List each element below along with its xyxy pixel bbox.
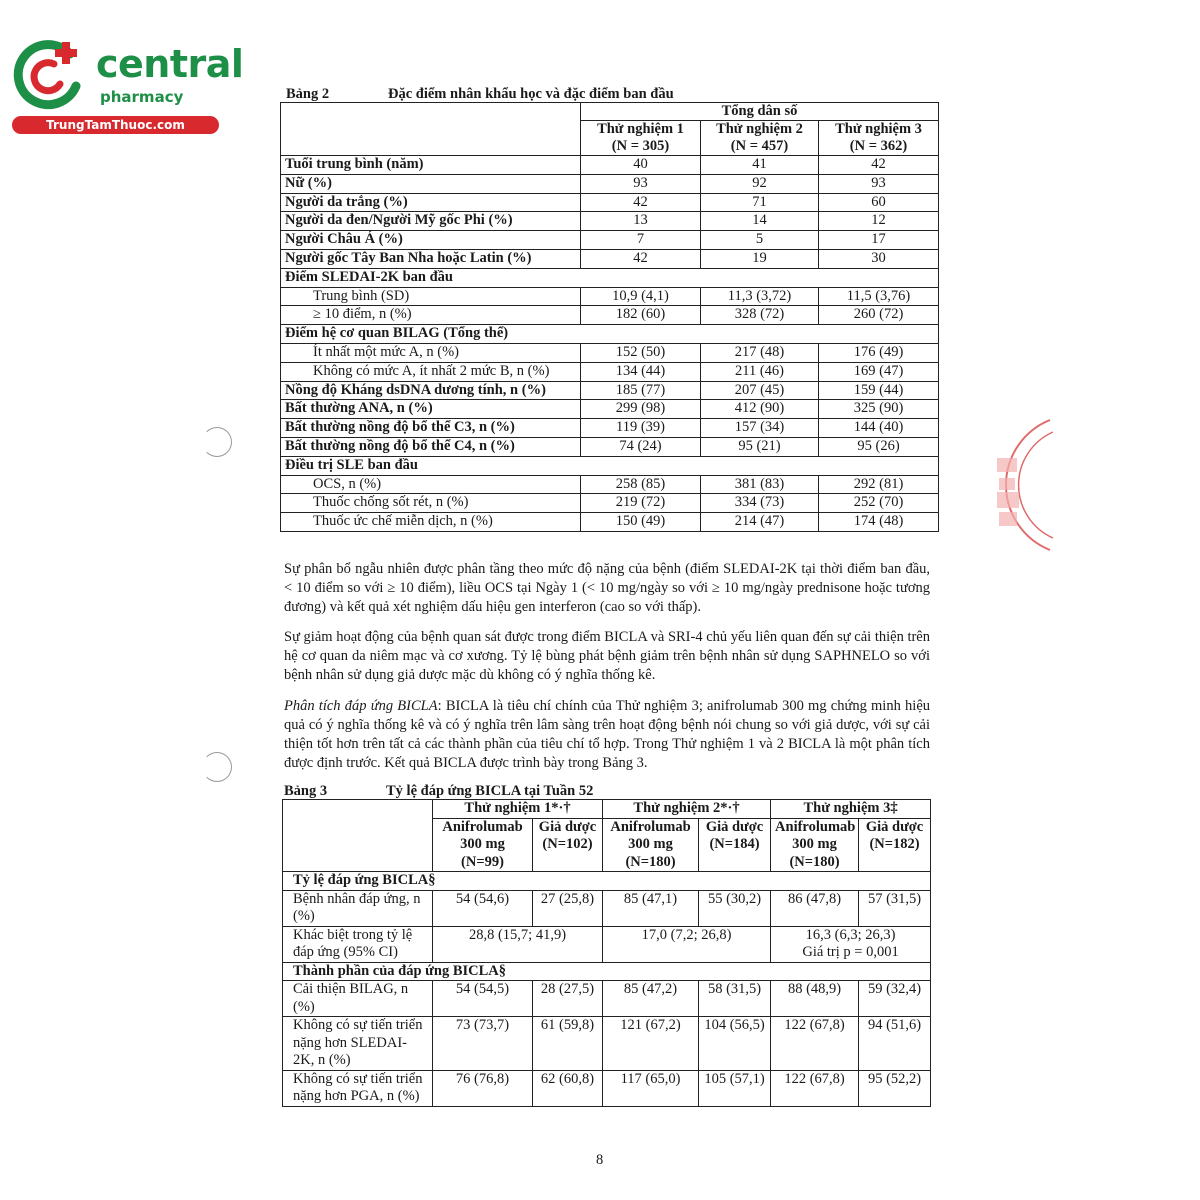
table2-cell: 150 (49) (581, 513, 701, 532)
table2-label: Bảng 2 (286, 86, 330, 102)
table2-col-header: Thử nghiệm 2 (N = 457) (701, 121, 819, 156)
table3-cell: 57 (31,5) (859, 890, 931, 926)
table2-cell: 325 (90) (819, 400, 939, 419)
table2-cell: 60 (819, 193, 939, 212)
table2-corner (281, 103, 581, 156)
table2-cell: 95 (26) (819, 437, 939, 456)
table2-title: Đặc điểm nhân khẩu học và đặc điểm ban đầu (388, 86, 674, 102)
table2-row (281, 343, 939, 362)
table3-cell: 122 (67,8) (771, 1070, 859, 1106)
table3-placebo-header: Giả dược (N=182) (859, 818, 931, 872)
table3-row (283, 890, 931, 926)
table2-row (281, 456, 939, 475)
table2-row-label: Không có mức A, ít nhất 2 mức B, n (%) (281, 362, 581, 381)
table3-cell: 105 (57,1) (699, 1070, 771, 1106)
table2-row-label: Bất thường nồng độ bổ thể C3, n (%) (281, 419, 581, 438)
table2-cell: 30 (819, 249, 939, 268)
table2-row (281, 400, 939, 419)
table3-corner (283, 800, 433, 872)
table2-row (281, 494, 939, 513)
table2-cell: 12 (819, 212, 939, 231)
table2-row (281, 325, 939, 344)
table3-diff-cell (603, 926, 771, 962)
table2-row-label: Tuổi trung bình (năm) (281, 156, 581, 175)
table3-diff-value: 17,0 (7,2; 26,8) (641, 926, 732, 943)
table-3 (282, 799, 931, 1107)
table2-row-label: Ít nhất một mức A, n (%) (281, 343, 581, 362)
table3-cell: 85 (47,2) (603, 981, 699, 1017)
table2-cell: 71 (701, 193, 819, 212)
table2-cell: 11,3 (3,72) (701, 287, 819, 306)
table2-row-label: Người gốc Tây Ban Nha hoặc Latin (%) (281, 249, 581, 268)
table3-placebo-header: Giả dược (N=184) (699, 818, 771, 872)
table2-row (281, 249, 939, 268)
table3-row-label: Khác biệt trong tỷ lệ đáp ứng (95% CI) (283, 926, 433, 962)
table3-placebo-header: Giả dược (N=102) (533, 818, 603, 872)
table2-row-label: ≥ 10 điểm, n (%) (281, 306, 581, 325)
table3-trial-header: Thử nghiệm 2*·† (603, 800, 771, 819)
table2-cell: 157 (34) (701, 419, 819, 438)
table3-section-label: Tỷ lệ đáp ứng BICLA§ (283, 872, 931, 891)
page-number: 8 (596, 1152, 604, 1168)
table3-cell: 73 (73,7) (433, 1017, 533, 1071)
table2-cell: 159 (44) (819, 381, 939, 400)
table2-cell: 152 (50) (581, 343, 701, 362)
paragraph-disease-activity: Sự giảm hoạt động của bệnh quan sát được trong điểm BICLA và SRI-4 chủ yếu liên quan đến sự cải thiện trên hệ cơ quan da niêm mạc và cơ xương. Tỷ lệ bùng phát bệnh giảm trên bệnh nhân sử dụng SAPHNELO so với bệnh nhân sử dụng giả dược mặc dù không có ý nghĩa thống kê. (284, 629, 930, 683)
table3-row (283, 1017, 931, 1071)
table2-row-label: Điểm hệ cơ quan BILAG (Tổng thể) (281, 325, 939, 344)
table2-row-label: Thuốc chống sốt rét, n (%) (281, 494, 581, 513)
table2-row (281, 287, 939, 306)
table2-cell: 93 (819, 174, 939, 193)
table2-cell: 182 (60) (581, 306, 701, 325)
table2-cell: 119 (39) (581, 419, 701, 438)
table2-cell: 13 (581, 212, 701, 231)
table2-cell: 185 (77) (581, 381, 701, 400)
table3-section-row (283, 872, 931, 891)
table-2 (280, 102, 939, 532)
table2-row (281, 513, 939, 532)
table3-cell: 122 (67,8) (771, 1017, 859, 1071)
table2-row-label: Trung bình (SD) (281, 287, 581, 306)
table2-row-label: Bất thường ANA, n (%) (281, 400, 581, 419)
table2-cell: 93 (581, 174, 701, 193)
table2-cell: 381 (83) (701, 475, 819, 494)
brand-url[interactable]: TrungTamThuoc.com (12, 116, 219, 134)
table3-section-row (283, 962, 931, 981)
brand-sub: pharmacy (100, 88, 184, 106)
table3-cell: 121 (67,2) (603, 1017, 699, 1071)
table3-drug-header: Anifrolumab 300 mg (N=180) (771, 818, 859, 872)
table3-cell: 59 (32,4) (859, 981, 931, 1017)
table3-cell: 94 (51,6) (859, 1017, 931, 1071)
table2-cell: 19 (701, 249, 819, 268)
table3-drug-header: Anifrolumab 300 mg (N=99) (433, 818, 533, 872)
table3-cell: 27 (25,8) (533, 890, 603, 926)
table3-drug-header: Anifrolumab 300 mg (N=180) (603, 818, 699, 872)
table2-row (281, 362, 939, 381)
table3-cell: 61 (59,8) (533, 1017, 603, 1071)
table3-cell: 28 (27,5) (533, 981, 603, 1017)
table3-row (283, 926, 931, 962)
table2-cell: 144 (40) (819, 419, 939, 438)
table2-row (281, 156, 939, 175)
stamp-mark (975, 410, 1055, 560)
table2-cell: 176 (49) (819, 343, 939, 362)
table3-diff-cell (771, 926, 931, 962)
table2-row-label: Người da trắng (%) (281, 193, 581, 212)
table2-cell: 42 (819, 156, 939, 175)
table3-cell: 76 (76,8) (433, 1070, 533, 1106)
table3-trial-header: Thử nghiệm 3‡ (771, 800, 931, 819)
table3-cell: 117 (65,0) (603, 1070, 699, 1106)
table2-cell: 41 (701, 156, 819, 175)
table2-row-label: Bất thường nồng độ bổ thể C4, n (%) (281, 437, 581, 456)
table2-cell: 42 (581, 193, 701, 212)
table2-cell: 211 (46) (701, 362, 819, 381)
table2-cell: 334 (73) (701, 494, 819, 513)
table3-trial-header: Thử nghiệm 1*·† (433, 800, 603, 819)
table2-cell: 299 (98) (581, 400, 701, 419)
table2-cell: 5 (701, 231, 819, 250)
table2-cell: 95 (21) (701, 437, 819, 456)
table2-row-label: Nồng độ Kháng dsDNA dương tính, n (%) (281, 381, 581, 400)
table3-cell: 88 (48,9) (771, 981, 859, 1017)
table2-row (281, 174, 939, 193)
table2-row-label: Người da đen/Người Mỹ gốc Phi (%) (281, 212, 581, 231)
bicla-text: : BICLA là tiêu chí chính của Thử nghiệm 3; anifrolumab 300 mg chứng minh hiệu quả có ý nghĩa thống kê và có ý nghĩa trên lâm sàng trên hoạt động bệnh nói chung so với giả dược, với sự cải thiện tốt hơn trên tất cả các thành phần của tiêu chí tổ hợp. Trong Thử nghiệm 1 và 2 BICLA là một phân tích được định trước. Kết quả BICLA được trình bày trong Bảng 3. (284, 698, 930, 771)
table2-row-label: Thuốc ức chế miễn dịch, n (%) (281, 513, 581, 532)
punch-hole (202, 752, 232, 782)
table2-cell: 7 (581, 231, 701, 250)
table2-cell: 214 (47) (701, 513, 819, 532)
table2-cell: 11,5 (3,76) (819, 287, 939, 306)
table2-cell: 412 (90) (701, 400, 819, 419)
table2-row (281, 475, 939, 494)
punch-hole (202, 427, 232, 457)
table2-cell: 258 (85) (581, 475, 701, 494)
table2-cell: 260 (72) (819, 306, 939, 325)
table3-row-label: Bệnh nhân đáp ứng, n (%) (283, 890, 433, 926)
paragraph-stratification: Sự phân bổ ngẫu nhiên được phân tầng theo mức độ nặng của bệnh (điểm SLEDAI-2K tại thời điểm ban đầu, < 10 điểm so với ≥ 10 điểm), liều OCS tại Ngày 1 (< 10 mg/ngày so với ≥ 10 mg/ngày prednisone hoặc tương đương) và kết quả xét nghiệm dấu hiệu gen interferon (cao so với thấp). (284, 561, 930, 615)
table3-row-label: Cải thiện BILAG, n (%) (283, 981, 433, 1017)
table2-cell: 40 (581, 156, 701, 175)
table3-section-label: Thành phần của đáp ứng BICLA§ (283, 962, 931, 981)
table2-cell: 217 (48) (701, 343, 819, 362)
bicla-lead: Phân tích đáp ứng BICLA (284, 698, 438, 714)
table3-title: Tỷ lệ đáp ứng BICLA tại Tuần 52 (386, 783, 594, 799)
table2-row-label: Người Châu Á (%) (281, 231, 581, 250)
table3-cell: 55 (30,2) (699, 890, 771, 926)
table2-cell: 42 (581, 249, 701, 268)
table3-row (283, 981, 931, 1017)
table3-cell: 54 (54,6) (433, 890, 533, 926)
table3-cell: 95 (52,2) (859, 1070, 931, 1106)
table2-row (281, 419, 939, 438)
table3-cell: 62 (60,8) (533, 1070, 603, 1106)
table2-row (281, 268, 939, 287)
table2-row (281, 212, 939, 231)
pharmacy-logo-icon (10, 40, 90, 110)
table2-cell: 169 (47) (819, 362, 939, 381)
table2-cell: 10,9 (4,1) (581, 287, 701, 306)
central-pharmacy-logo[interactable] (10, 36, 244, 136)
table2-row-label: OCS, n (%) (281, 475, 581, 494)
table2-row-label: Điểm SLEDAI-2K ban đầu (281, 268, 939, 287)
table3-cell: 54 (54,5) (433, 981, 533, 1017)
table2-cell: 252 (70) (819, 494, 939, 513)
paragraph-bicla-analysis (284, 697, 930, 773)
table3-diff-cell (433, 926, 603, 962)
table2-row (281, 381, 939, 400)
table3-diff-value: 28,8 (15,7; 41,9) (468, 926, 567, 943)
table2-cell: 219 (72) (581, 494, 701, 513)
table2-col-header: Thử nghiệm 3 (N = 362) (819, 121, 939, 156)
table2-cell: 14 (701, 212, 819, 231)
table3-cell: 86 (47,8) (771, 890, 859, 926)
table2-cell: 292 (81) (819, 475, 939, 494)
table3-cell: 58 (31,5) (699, 981, 771, 1017)
table2-row (281, 231, 939, 250)
brand-name: central (96, 42, 244, 86)
table3-cell: 104 (56,5) (699, 1017, 771, 1071)
table3-cell: 85 (47,1) (603, 890, 699, 926)
table2-cell: 134 (44) (581, 362, 701, 381)
table2-cell: 92 (701, 174, 819, 193)
table2-row (281, 306, 939, 325)
table2-cell: 74 (24) (581, 437, 701, 456)
table3-diff-value: 16,3 (6,3; 26,3) (805, 926, 896, 943)
table3-row-label: Không có sự tiến triển nặng hơn SLEDAI-2K, n (%) (283, 1017, 433, 1071)
table2-cell: 174 (48) (819, 513, 939, 532)
table2-row-label: Điều trị SLE ban đầu (281, 456, 939, 475)
table2-row (281, 437, 939, 456)
table3-row-label: Không có sự tiến triển nặng hơn PGA, n (%) (283, 1070, 433, 1106)
table2-cell: 207 (45) (701, 381, 819, 400)
table2-cell: 328 (72) (701, 306, 819, 325)
table2-cell: 17 (819, 231, 939, 250)
table3-label: Bảng 3 (284, 783, 328, 799)
table2-row-label: Nữ (%) (281, 174, 581, 193)
table3-row (283, 1070, 931, 1106)
table3-pvalue: Giá trị p = 0,001 (802, 944, 899, 960)
table2-col-header: Thử nghiệm 1 (N = 305) (581, 121, 701, 156)
table2-row (281, 193, 939, 212)
table2-group-header: Tổng dân số (581, 103, 939, 121)
